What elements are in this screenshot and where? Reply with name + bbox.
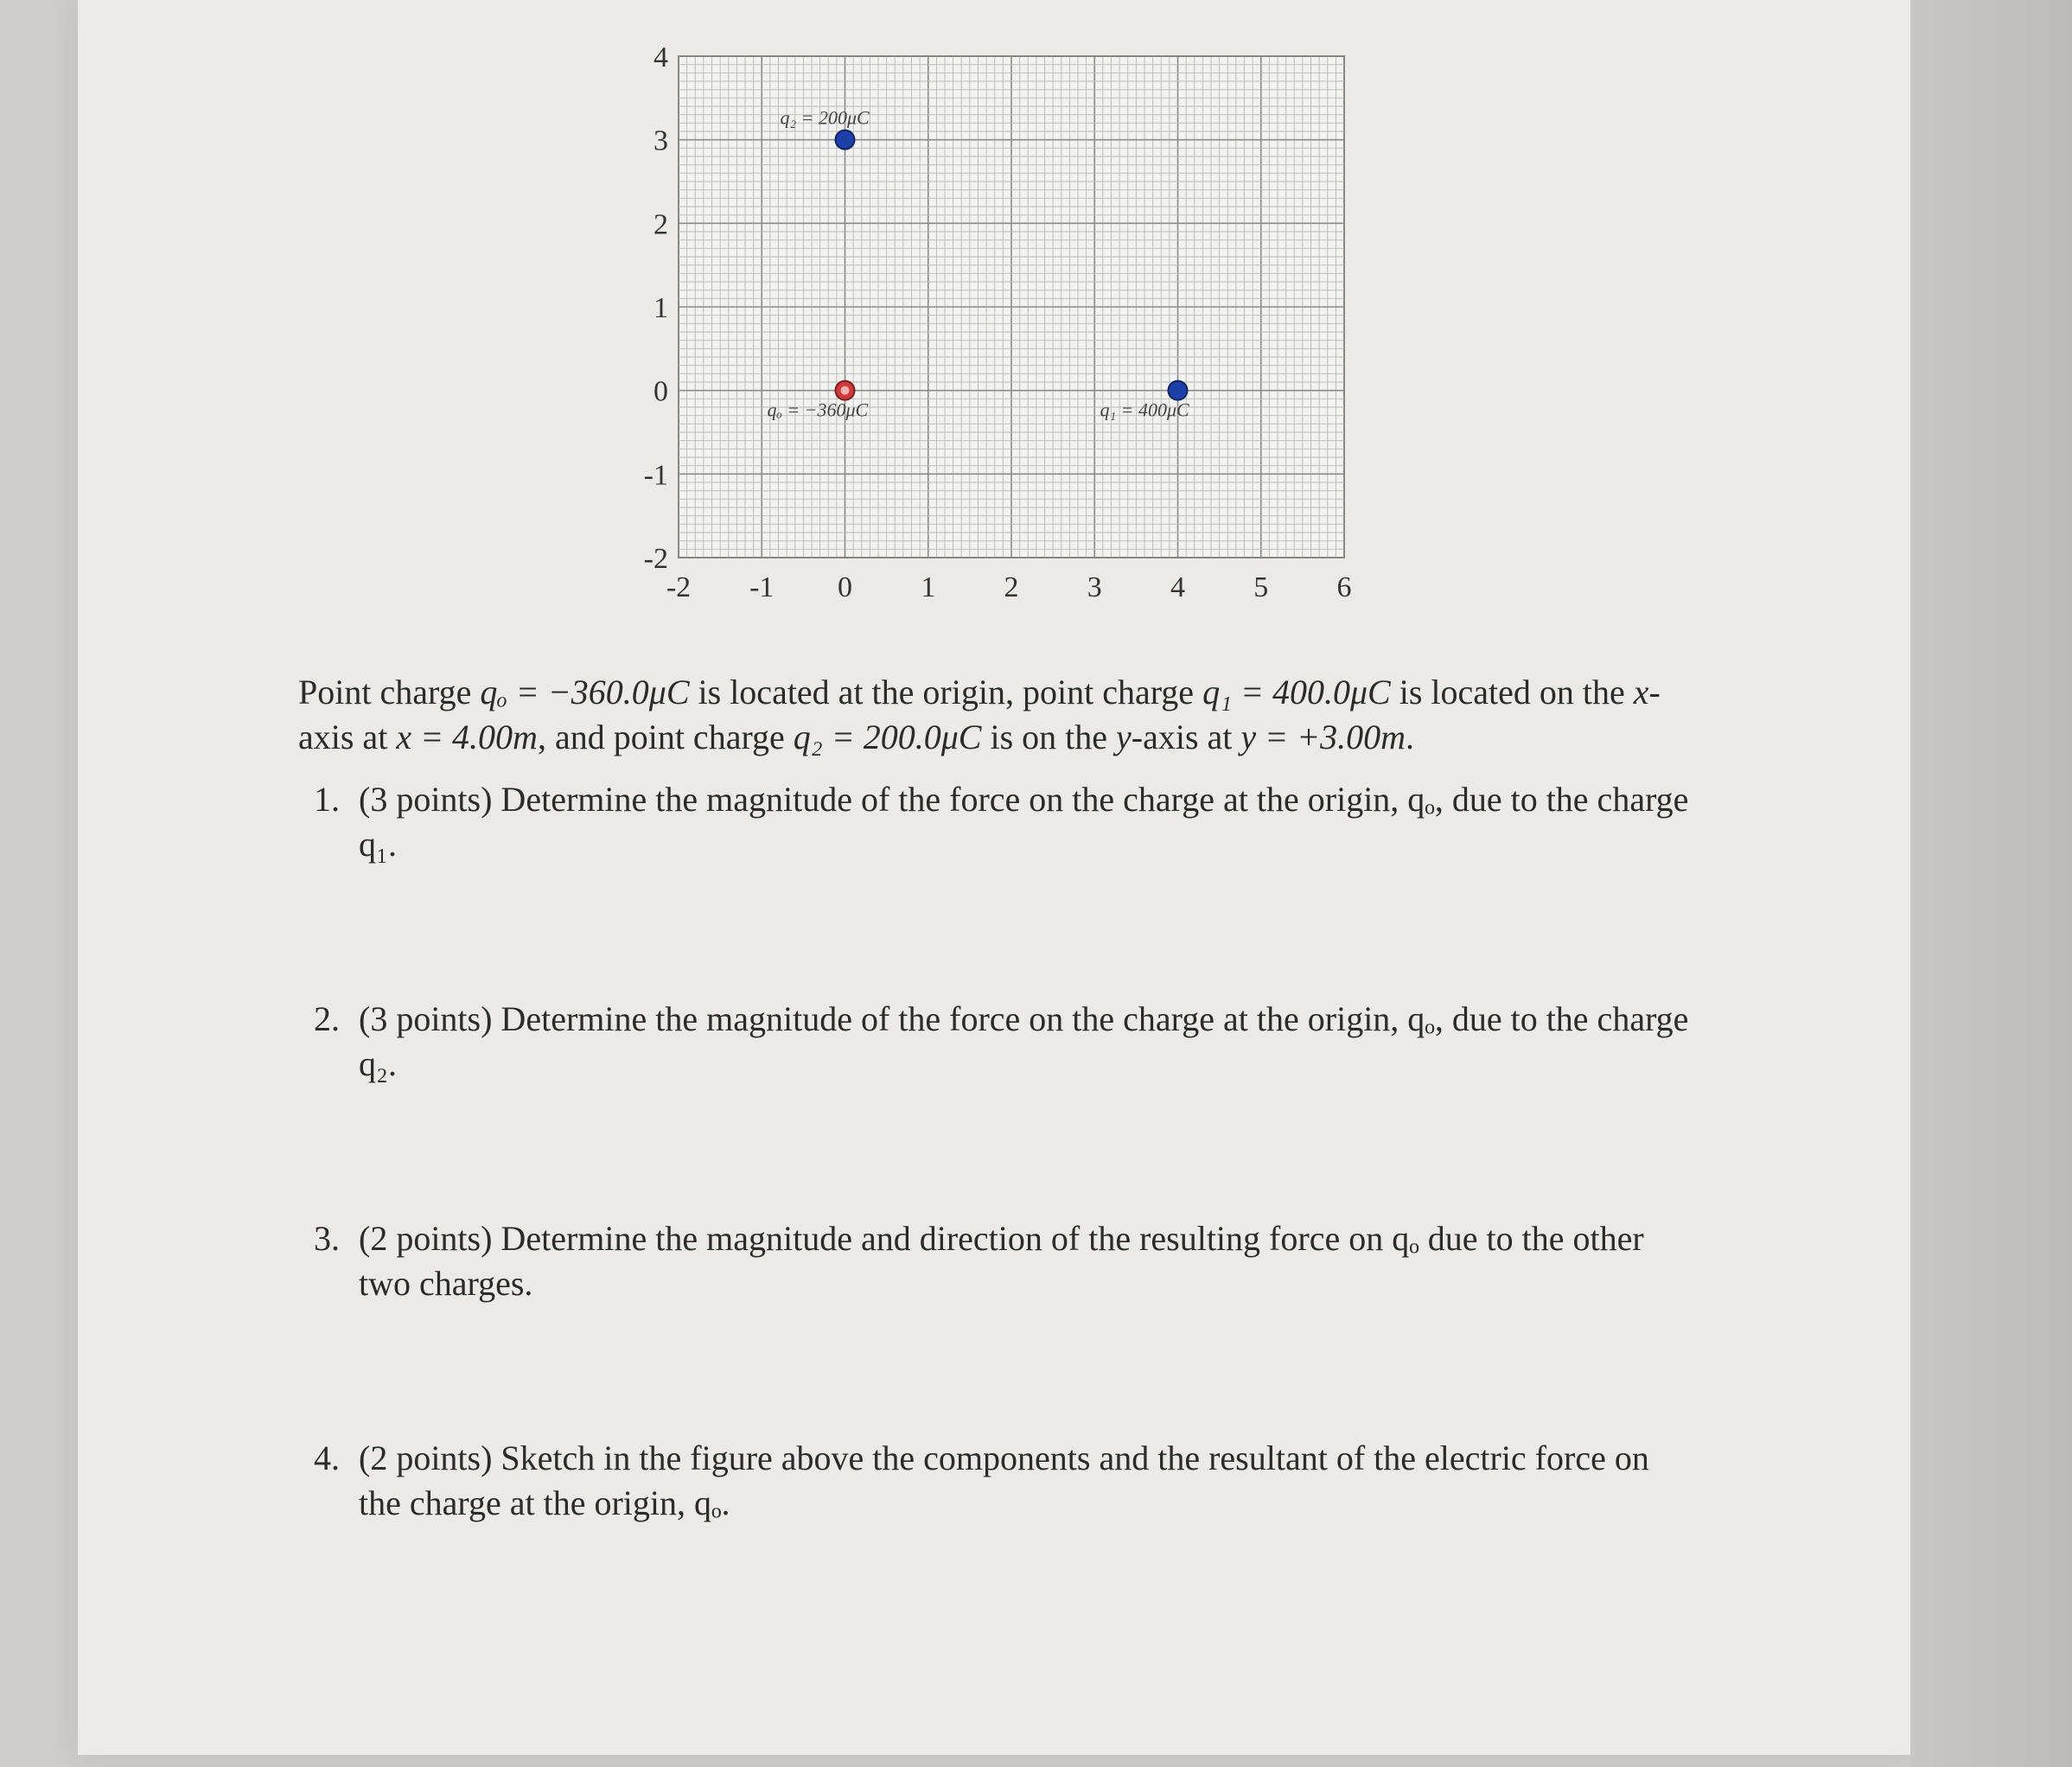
question-text: (2 points) Determine the magnitude and direction of the resulting force on qₒ due to the other two charges.: [359, 1219, 1644, 1303]
charge-label-q2: q₂ = 200μC: [780, 106, 870, 129]
question-number: 1.: [314, 780, 340, 819]
problem-text: [298, 670, 1699, 1526]
y-tick-labels: [644, 41, 668, 575]
charge-label-qo: qₒ = −360μC: [767, 399, 869, 421]
question-4: [298, 1436, 1699, 1526]
y-tick-label: 0: [653, 375, 668, 408]
y-tick-label: 4: [653, 41, 668, 73]
y-tick-label: 3: [653, 124, 668, 157]
question-text: (3 points) Determine the magnitude of the force on the charge at the origin, qₒ, due to the charge q₁.: [359, 780, 1689, 864]
x-tick-label: 4: [1170, 571, 1185, 603]
charge-point-q2: [836, 131, 855, 150]
charge-grid-figure: [605, 35, 1383, 622]
question-2: [298, 997, 1699, 1087]
x-tick-label: 0: [838, 571, 852, 603]
charge-label-q1: q₁ = 400μC: [1100, 399, 1189, 421]
question-text: (2 points) Sketch in the figure above the components and the resultant of the electric force on the charge at the origin, qₒ.: [359, 1438, 1649, 1522]
y-tick-label: -2: [643, 543, 668, 575]
page-shadow: [1910, 0, 2072, 1767]
charge-point-center: [841, 386, 850, 395]
charge-point-q1: [1169, 381, 1188, 400]
x-tick-label: 6: [1336, 571, 1352, 603]
x-tick-label: 1: [921, 571, 936, 603]
problem-intro: Point charge qₒ = −360.0μC is located at the origin, point charge q₁ = 400.0μC is located on the x-axis at x = 4.00m, and point charge q₂ = 200.0μC is on the y-axis at y = +3.00m.: [298, 673, 1661, 756]
y-tick-label: -1: [643, 459, 668, 492]
y-tick-label: 1: [653, 292, 668, 324]
x-tick-label: 3: [1087, 571, 1102, 603]
question-number: 2.: [314, 999, 340, 1038]
question-number: 3.: [314, 1219, 340, 1258]
x-tick-labels: [666, 571, 1352, 603]
question-3: [298, 1216, 1699, 1306]
question-number: 4.: [314, 1438, 340, 1477]
x-tick-label: -1: [749, 571, 775, 603]
question-1: [298, 777, 1699, 867]
x-tick-label: -2: [666, 571, 692, 603]
x-tick-label: 5: [1253, 571, 1269, 603]
question-text: (3 points) Determine the magnitude of the force on the charge at the origin, qₒ, due to the charge q₂.: [359, 999, 1689, 1083]
grid-lines: [679, 56, 1344, 558]
x-tick-label: 2: [1004, 571, 1019, 603]
y-tick-label: 2: [653, 208, 668, 241]
